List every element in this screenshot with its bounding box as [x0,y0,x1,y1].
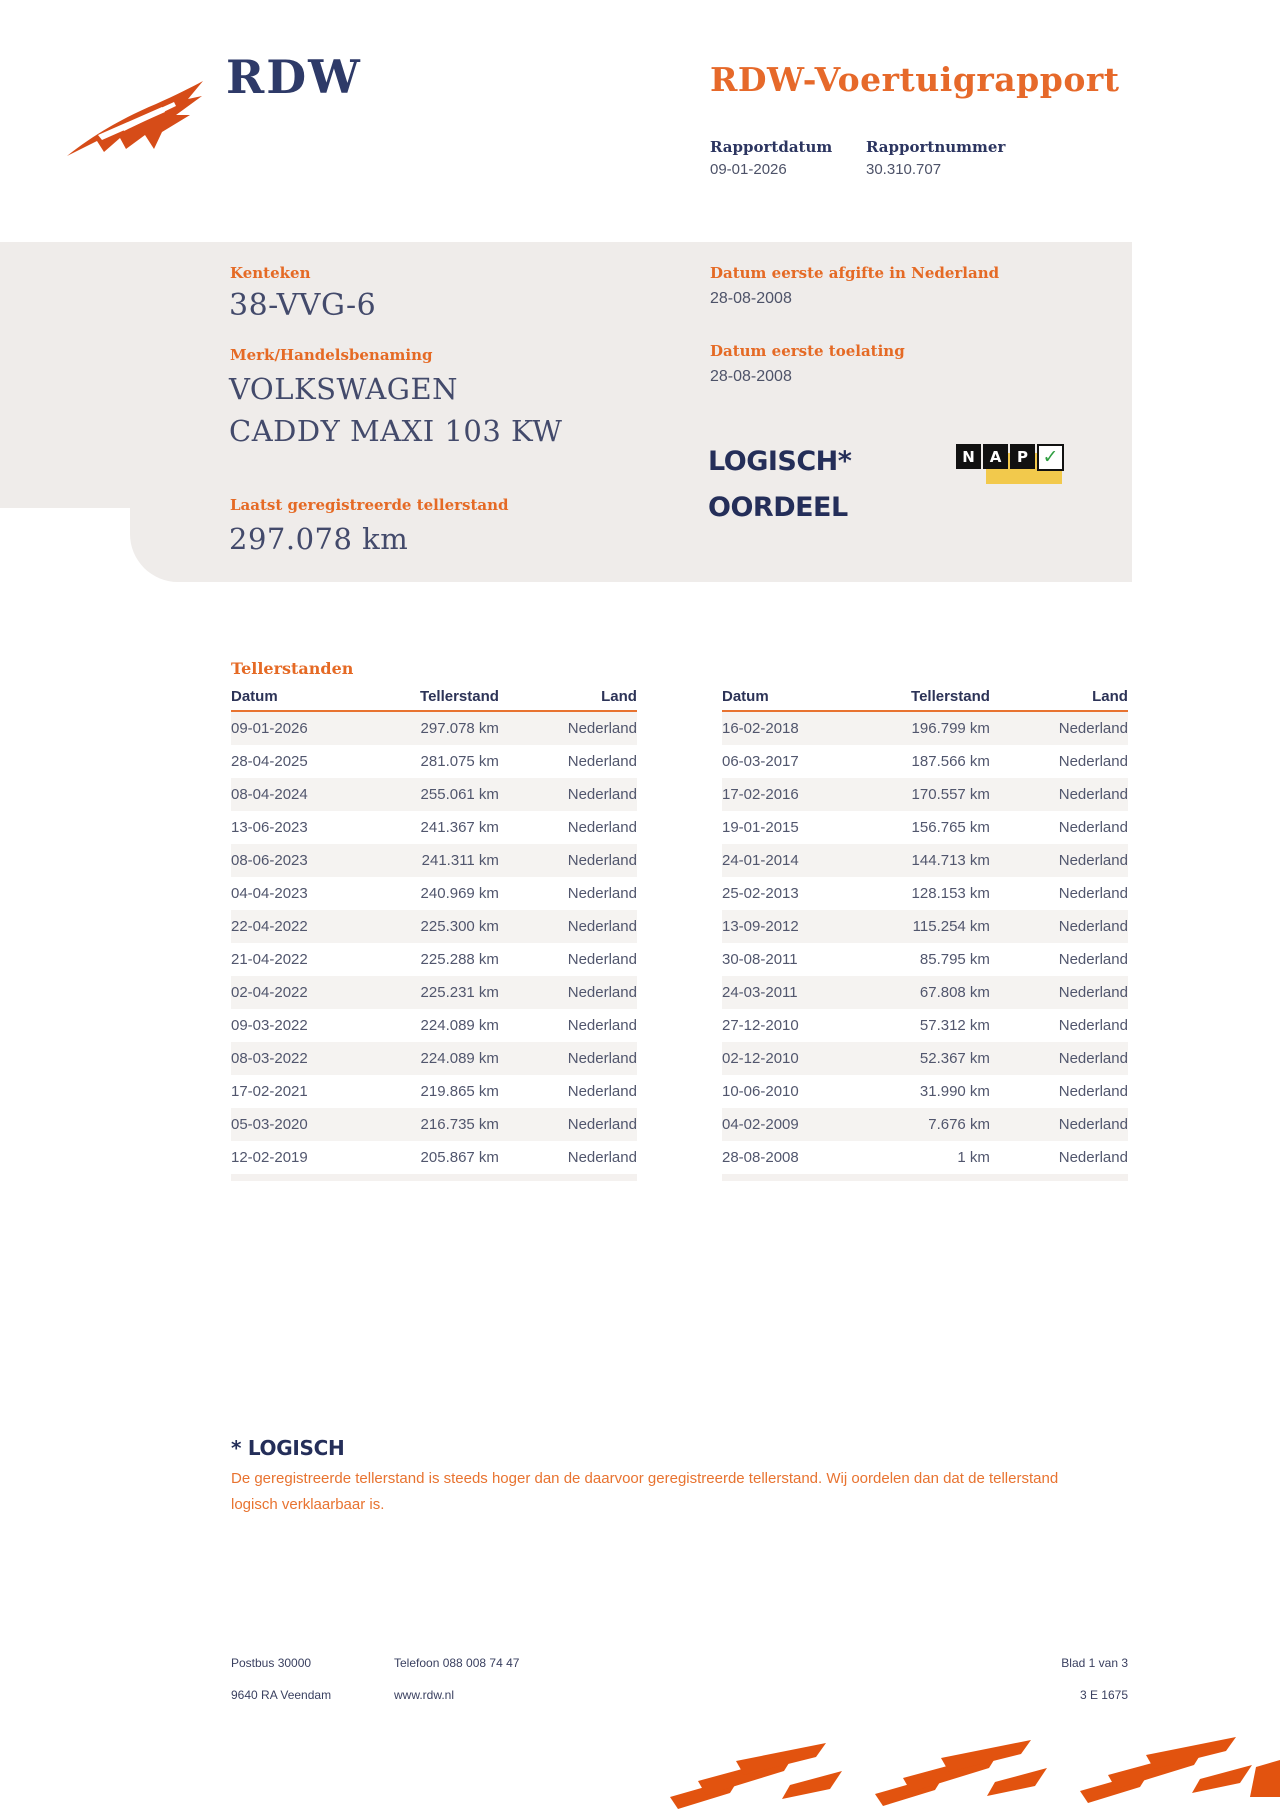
datum-cell: 04-02-2009 [722,1116,799,1133]
table-row [231,943,637,976]
tellerstand-cell: 31.990 km [919,1083,990,1100]
land-cell: Nederland [1058,852,1128,869]
table-row [722,1075,1128,1108]
datum-cell: 06-03-2017 [722,753,799,770]
tellerstand-cell: 205.867 km [420,1149,499,1166]
footer-form-code: 3 E 1675 [1079,1688,1128,1702]
datum-cell: 28-08-2008 [722,1149,799,1166]
tellerstand-cell: 241.311 km [421,852,499,869]
tellerstand-cell: 1 km [957,1149,990,1166]
nap-logo [956,444,1064,490]
tellerstand-cell: 7.676 km [928,1116,990,1133]
tellerstand-cell: 225.300 km [420,918,499,935]
table-row [231,877,637,910]
tellerstand-cell: 216.735 km [420,1116,499,1133]
eerste-toelating-label: Datum eerste toelating [710,342,905,360]
datum-cell: 10-06-2010 [722,1083,799,1100]
tellerstanden-section-title: Tellerstanden [231,659,354,678]
land-cell: Nederland [1058,1050,1128,1067]
oordeel-line2: OORDEEL [708,492,848,523]
table-bottom-strip [722,1174,1128,1181]
footer-address-line2: 9640 RA Veendam [231,1688,332,1702]
table-row [722,811,1128,844]
deco-feather-pattern [670,1737,1280,1810]
rdw-feather-logo-icon [64,78,206,160]
datum-cell: 24-01-2014 [722,852,799,869]
tellerstand-cell: 255.061 km [420,786,499,803]
land-column-header: Land [1092,688,1128,705]
datum-column-header: Datum [722,688,769,705]
land-cell: Nederland [1058,918,1128,935]
datum-cell: 08-03-2022 [231,1050,308,1067]
land-cell: Nederland [1058,1083,1128,1100]
footer-page-indicator: Blad 1 van 3 [1061,1656,1128,1670]
table-row [722,1042,1128,1075]
land-cell: Nederland [567,1017,637,1034]
table-row [231,745,637,778]
datum-cell: 02-12-2010 [722,1050,799,1067]
datum-cell: 02-04-2022 [231,984,308,1001]
datum-cell: 04-04-2023 [231,885,308,902]
laatste-tellerstand-label: Laatst geregistreerde tellerstand [230,496,509,514]
land-cell: Nederland [567,852,637,869]
report-date-value: 09-01-2026 [710,161,787,178]
report-number-value: 30.310.707 [866,161,942,178]
land-cell: Nederland [1058,1149,1128,1166]
datum-cell: 28-04-2025 [231,753,308,770]
table-row [231,1108,637,1141]
nap-letter-p: P [1010,444,1035,469]
laatste-tellerstand-value: 297.078 km [229,522,409,556]
datum-cell: 05-03-2020 [231,1116,308,1133]
table-row [722,1108,1128,1141]
land-cell: Nederland [1058,1017,1128,1034]
datum-cell: 17-02-2016 [722,786,799,803]
footer-address-line1: Postbus 30000 [231,1656,312,1670]
tellerstand-cell: 156.765 km [911,819,990,836]
tellerstand-cell: 57.312 km [919,1017,990,1034]
tellerstand-cell: 144.713 km [911,852,990,869]
table-row [722,745,1128,778]
datum-cell: 21-04-2022 [231,951,308,968]
table-row [722,844,1128,877]
tellerstand-cell: 67.808 km [919,984,990,1001]
datum-cell: 17-02-2021 [231,1083,308,1100]
table-row [722,712,1128,745]
nap-letter-n: N [956,444,981,469]
datum-cell: 19-01-2015 [722,819,799,836]
merk-label: Merk/Handelsbenaming [230,346,433,364]
land-cell: Nederland [567,1116,637,1133]
land-cell: Nederland [1058,753,1128,770]
table-row [722,877,1128,910]
tellerstand-cell: 85.795 km [919,951,990,968]
datum-cell: 08-06-2023 [231,852,308,869]
nap-checkmark-icon: ✓ [1037,444,1064,471]
table-row [231,1075,637,1108]
tellerstand-cell: 187.566 km [911,753,990,770]
report-date-label: Rapportdatum [710,138,833,156]
land-cell: Nederland [567,819,637,836]
datum-cell: 24-03-2011 [722,984,798,1001]
datum-cell: 16-02-2018 [722,720,799,737]
tellerstand-cell: 240.969 km [420,885,499,902]
land-cell: Nederland [1058,951,1128,968]
land-cell: Nederland [567,753,637,770]
tellerstand-cell: 281.075 km [420,753,499,770]
table-row [722,778,1128,811]
land-cell: Nederland [567,984,637,1001]
logisch-section-body: De geregistreerde tellerstand is steeds hoger dan de daarvoor geregistreerde tellerstand. Wij oordelen dan dat de tellerstand logisch verklaarbaar is. [231,1470,1059,1513]
land-cell: Nederland [567,1050,637,1067]
tellerstand-cell: 225.288 km [420,951,499,968]
table-row [722,1009,1128,1042]
rdw-logo-text: RDW [226,50,362,104]
land-cell: Nederland [567,1149,637,1166]
land-cell: Nederland [1058,819,1128,836]
land-cell: Nederland [1058,1116,1128,1133]
tellerstand-cell: 241.367 km [420,819,499,836]
datum-column-header: Datum [231,688,278,705]
logisch-section-title: * LOGISCH [231,1436,345,1460]
tellerstanden-table-left [231,688,637,1181]
land-cell: Nederland [1058,885,1128,902]
table-header [722,688,1128,712]
datum-cell: 09-01-2026 [231,720,308,737]
land-cell: Nederland [1058,786,1128,803]
table-row [231,1042,637,1075]
tellerstand-cell: 128.153 km [911,885,990,902]
merk-value-line1: VOLKSWAGEN [229,372,459,406]
report-number-label: Rapportnummer [866,138,1006,156]
table-row [231,1141,637,1174]
merk-value-line2: CADDY MAXI 103 KW [229,414,563,448]
footer-phone: Telefoon 088 008 74 47 [394,1656,520,1670]
tellerstand-cell: 52.367 km [919,1050,990,1067]
land-cell: Nederland [567,1083,637,1100]
table-row [231,712,637,745]
tellerstand-cell: 224.089 km [420,1050,499,1067]
land-cell: Nederland [1058,984,1128,1001]
datum-cell: 12-02-2019 [231,1149,308,1166]
footer-website: www.rdw.nl [394,1688,455,1702]
table-row [722,976,1128,1009]
eerste-afgifte-value: 28-08-2008 [710,290,792,307]
kenteken-label: Kenteken [230,264,311,282]
kenteken-value: 38-VVG-6 [229,288,377,323]
tellerstand-cell: 115.254 km [912,918,990,935]
nap-letter-a: A [983,444,1008,469]
land-cell: Nederland [567,720,637,737]
tellerstand-cell: 225.231 km [420,984,499,1001]
table-header [231,688,637,712]
datum-cell: 27-12-2010 [722,1017,799,1034]
land-cell: Nederland [567,786,637,803]
tellerstanden-table-right [722,688,1128,1181]
land-cell: Nederland [567,918,637,935]
table-row [722,943,1128,976]
eerste-afgifte-label: Datum eerste afgifte in Nederland [710,264,1000,282]
tellerstand-cell: 196.799 km [911,720,990,737]
table-row [231,844,637,877]
land-column-header: Land [601,688,637,705]
table-row [231,811,637,844]
land-cell: Nederland [567,885,637,902]
eerste-toelating-value: 28-08-2008 [710,368,792,385]
tellerstand-cell: 170.557 km [911,786,990,803]
oordeel-line1: LOGISCH* [708,446,852,477]
tellerstand-column-header: Tellerstand [911,688,990,705]
tellerstand-column-header: Tellerstand [420,688,499,705]
datum-cell: 13-09-2012 [722,918,799,935]
datum-cell: 08-04-2024 [231,786,308,803]
table-row [231,910,637,943]
land-cell: Nederland [1058,720,1128,737]
table-row [231,778,637,811]
table-bottom-strip [231,1174,637,1181]
datum-cell: 22-04-2022 [231,918,308,935]
tellerstand-cell: 219.865 km [420,1083,499,1100]
tellerstand-cell: 224.089 km [420,1017,499,1034]
table-row [722,1141,1128,1174]
table-row [722,910,1128,943]
datum-cell: 25-02-2013 [722,885,799,902]
datum-cell: 30-08-2011 [722,951,798,968]
tellerstand-cell: 297.078 km [420,720,499,737]
table-row [231,1009,637,1042]
datum-cell: 13-06-2023 [231,819,308,836]
page-title: RDW-Voertuigrapport [710,60,1120,99]
land-cell: Nederland [567,951,637,968]
table-row [231,976,637,1009]
datum-cell: 09-03-2022 [231,1017,308,1034]
